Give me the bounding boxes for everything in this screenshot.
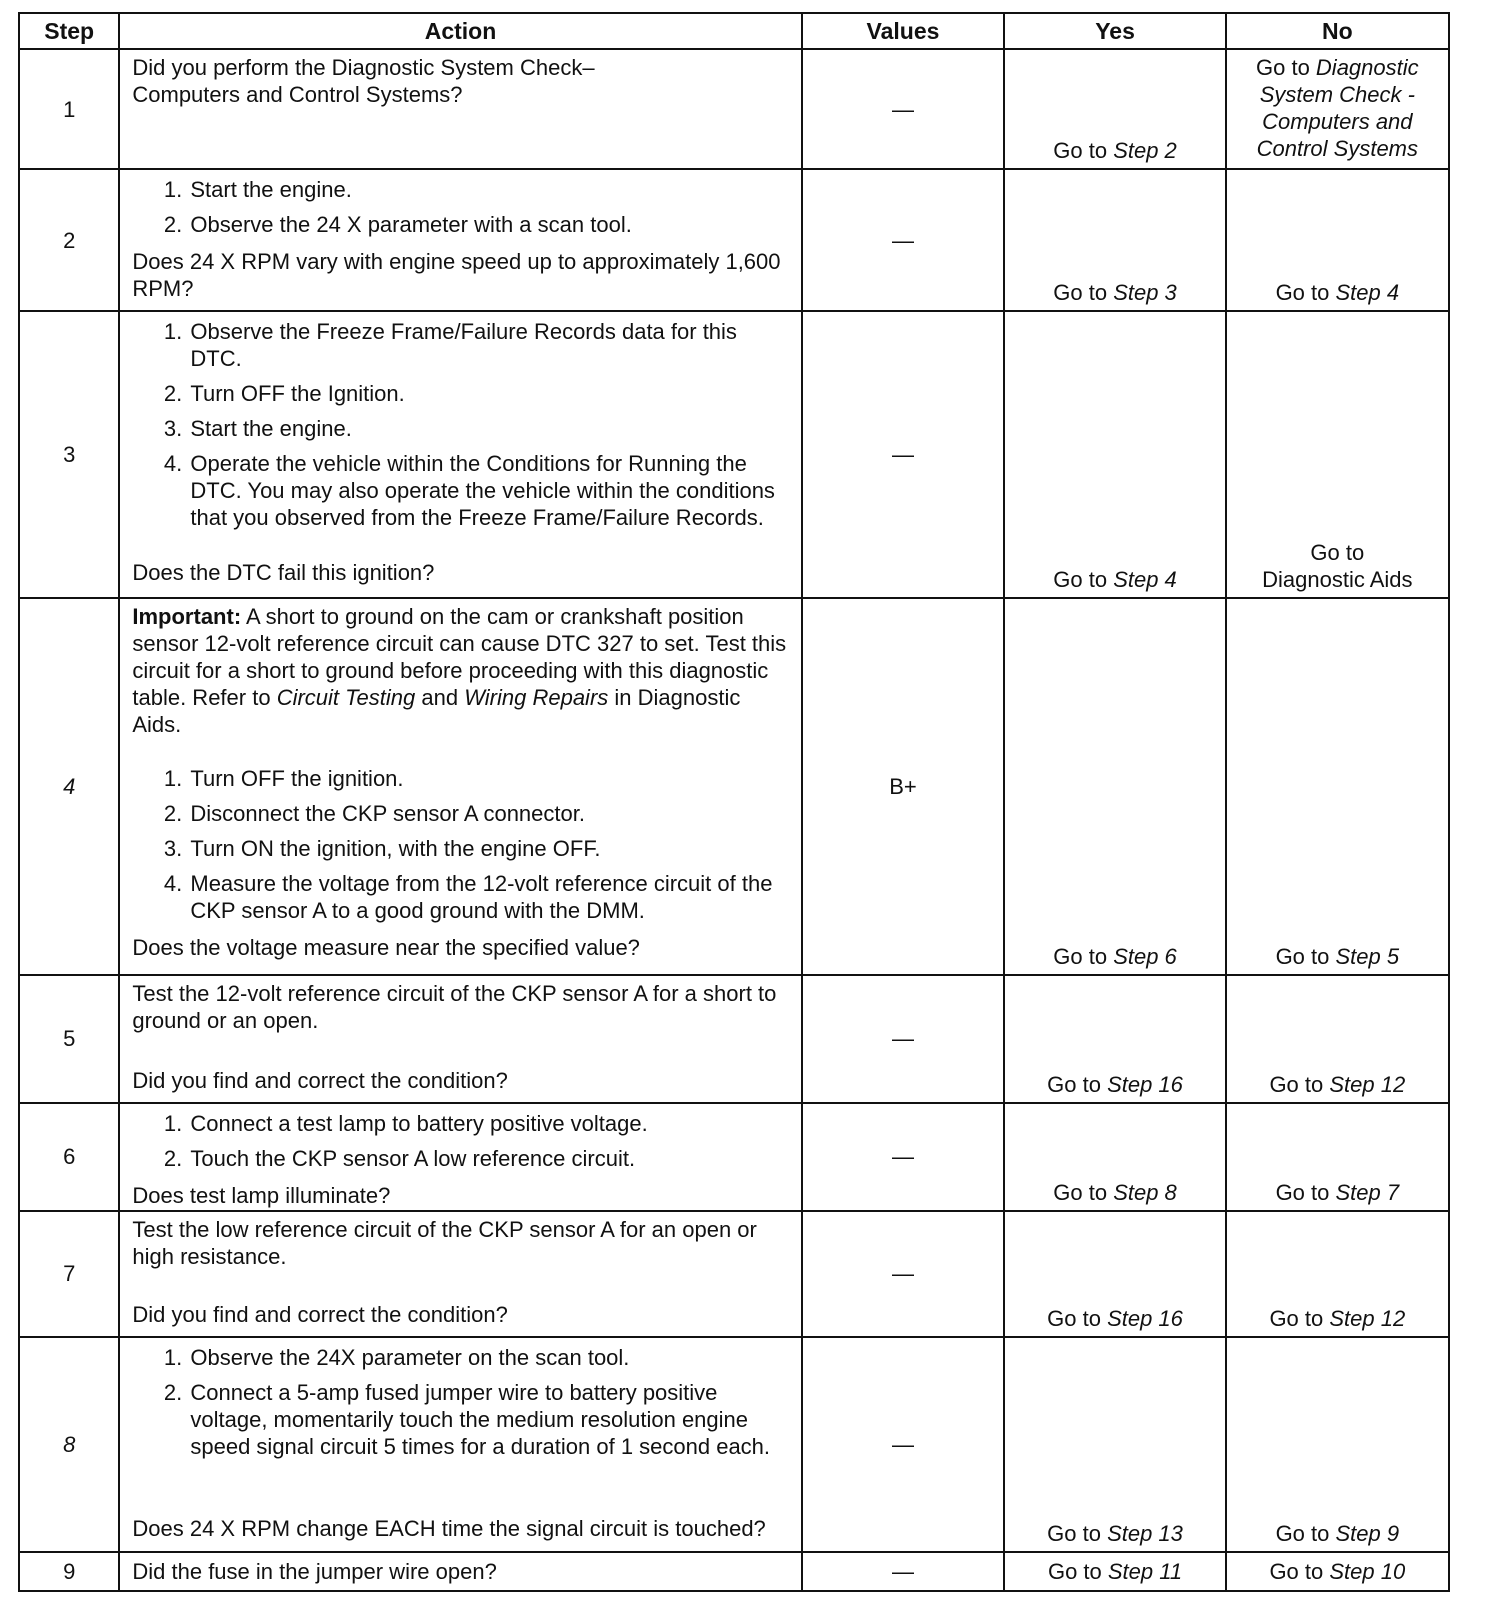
- goto-prefix: Go to: [1275, 943, 1336, 969]
- yes-cell: [1004, 311, 1225, 598]
- substep-item: 1. Start the engine.: [188, 176, 792, 203]
- action-cell: [119, 1103, 801, 1211]
- yes-goto[interactable]: [1005, 1520, 1224, 1551]
- goto-target: Step 2: [1113, 138, 1177, 164]
- no-cell: [1226, 49, 1449, 169]
- action-cell: [119, 598, 801, 974]
- yes-goto[interactable]: [1005, 137, 1224, 168]
- goto-prefix: Go to: [1053, 138, 1114, 164]
- goto-prefix: Go to: [1053, 567, 1114, 593]
- action-text: [132, 54, 792, 108]
- action-question: Did you find and correct the condition?: [132, 1067, 508, 1093]
- substep-item: 4. Operate the vehicle within the Conditions for Running the DTC. You may also operate the vehicle within the conditions that you observed from the Freeze Frame/Failure Records.: [188, 450, 792, 531]
- yes-cell: [1004, 1337, 1225, 1553]
- header-action: Action: [119, 13, 801, 49]
- substep-item: 2. Disconnect the CKP sensor A connector.: [188, 800, 792, 827]
- no-cell: [1226, 311, 1449, 598]
- substep-item: 2. Observe the 24 X parameter with a scan tool.: [188, 211, 792, 238]
- yes-cell: [1004, 1211, 1225, 1337]
- reference-link[interactable]: Circuit Testing: [276, 685, 416, 711]
- goto-target: Step 10: [1329, 1559, 1406, 1585]
- no-cell: [1226, 598, 1449, 974]
- substep-list: [132, 318, 792, 537]
- yes-cell: [1004, 975, 1225, 1103]
- substep-item: 1. Observe the 24X parameter on the scan tool.: [188, 1344, 792, 1371]
- substep-item: 1. Observe the Freeze Frame/Failure Records data for this DTC.: [188, 318, 792, 372]
- goto-target: Step 4: [1113, 567, 1177, 593]
- action-text: Test the low reference circuit of the CKP sensor A for an open or high resistance.: [132, 1216, 757, 1269]
- yes-goto[interactable]: [1005, 566, 1224, 597]
- substep-item: 2. Turn OFF the Ignition.: [188, 380, 792, 407]
- step-number: 2: [19, 169, 119, 311]
- important-text: A short to ground on the cam or crankshaft position sensor 12-volt reference circuit can cause DTC 327 to set. Test this circuit for a short to ground before proceeding with this diagnostic table. Refer to: [132, 604, 787, 711]
- table-row-step-1: [19, 49, 1449, 169]
- substep-item: 1. Turn OFF the ignition.: [188, 765, 792, 792]
- action-text: Test the 12-volt reference circuit of the CKP sensor A for a short to ground or an open.: [132, 980, 777, 1033]
- value-cell: —: [802, 311, 1005, 598]
- table-row-step-8: [19, 1337, 1449, 1553]
- goto-target: Step 12: [1329, 1305, 1406, 1331]
- goto-prefix: Go to: [1047, 1071, 1108, 1097]
- goto-target: Step 4: [1335, 280, 1400, 306]
- substep-item: 3. Turn ON the ignition, with the engine OFF.: [188, 835, 792, 862]
- header-row: [19, 13, 1449, 49]
- yes-cell: [1004, 1103, 1225, 1211]
- yes-goto[interactable]: [1005, 1305, 1224, 1336]
- header-yes: Yes: [1004, 13, 1225, 49]
- step-number: 7: [19, 1211, 119, 1337]
- action-cell: [119, 1211, 801, 1337]
- no-goto[interactable]: [1227, 1305, 1448, 1336]
- goto-prefix: Go to: [1053, 1179, 1114, 1205]
- goto-target: Diagnostic Aids: [1262, 567, 1413, 593]
- header-step: Step: [19, 13, 119, 49]
- value-cell: —: [802, 1337, 1005, 1553]
- goto-prefix: Go to: [1269, 1071, 1330, 1097]
- goto-target: Step 6: [1113, 943, 1177, 969]
- action-cell: [119, 169, 801, 311]
- no-cell: [1226, 169, 1449, 311]
- goto-target: Step 13: [1107, 1521, 1183, 1547]
- step-number: 6: [19, 1103, 119, 1211]
- step-number: 9: [19, 1552, 119, 1591]
- substep-item: 2. Touch the CKP sensor A low reference circuit.: [188, 1145, 792, 1172]
- no-goto[interactable]: [1227, 539, 1448, 597]
- substep-list: [132, 1344, 792, 1466]
- no-goto[interactable]: [1227, 1558, 1448, 1585]
- yes-cell: [1004, 598, 1225, 974]
- goto-prefix: Go to: [1047, 1521, 1108, 1547]
- table-row-step-7: [19, 1211, 1449, 1337]
- step-number: 4: [19, 598, 119, 974]
- value-cell: —: [802, 975, 1005, 1103]
- yes-goto[interactable]: [1005, 1179, 1224, 1210]
- action-question: Does 24 X RPM change EACH time the signal circuit is touched?: [132, 1515, 766, 1541]
- action-question: Did the fuse in the jumper wire open?: [132, 1559, 497, 1585]
- no-goto[interactable]: [1227, 1520, 1448, 1551]
- yes-cell: [1004, 1552, 1225, 1591]
- table-row-step-9: [19, 1552, 1449, 1591]
- goto-target: Step 7: [1335, 1179, 1400, 1205]
- header-values: Values: [802, 13, 1005, 49]
- action-question: Does 24 X RPM vary with engine speed up to approximately 1,600 RPM?: [132, 249, 781, 302]
- goto-prefix: Go to: [1275, 1521, 1336, 1547]
- important-label: Important:: [132, 604, 242, 630]
- goto-target: Step 3: [1113, 280, 1177, 306]
- action-cell: [119, 49, 801, 169]
- action-text-line: Computers and Control Systems?: [132, 82, 463, 107]
- no-goto[interactable]: [1227, 1071, 1448, 1102]
- yes-goto[interactable]: [1005, 1071, 1224, 1102]
- yes-goto[interactable]: [1005, 943, 1224, 974]
- action-cell: [119, 311, 801, 598]
- step-number: 8: [19, 1337, 119, 1553]
- no-cell: [1226, 975, 1449, 1103]
- substep-list: [132, 176, 792, 244]
- yes-goto[interactable]: [1005, 1558, 1224, 1585]
- no-cell: [1226, 1211, 1449, 1337]
- goto-prefix: Go to: [1256, 55, 1316, 80]
- action-cell: [119, 1337, 801, 1553]
- goto-prefix: Go to: [1269, 1305, 1330, 1331]
- value-cell: —: [802, 169, 1005, 311]
- action-cell: [119, 1552, 801, 1591]
- substep-list: [132, 765, 792, 930]
- no-cell: [1226, 1552, 1449, 1591]
- goto-prefix: Go to: [1275, 280, 1336, 306]
- table-row-step-3: [19, 311, 1449, 598]
- action-question: Did you find and correct the condition?: [132, 1301, 508, 1327]
- goto-target: Step 16: [1107, 1305, 1183, 1331]
- table-row-step-2: [19, 169, 1449, 311]
- diagnostic-table: [18, 12, 1450, 1592]
- goto-prefix: Go to: [1275, 1179, 1336, 1205]
- substep-item: 3. Start the engine.: [188, 415, 792, 442]
- step-number: 1: [19, 49, 119, 169]
- goto-prefix: Go to: [1310, 540, 1365, 566]
- substep-item: 1. Connect a test lamp to battery positive voltage.: [188, 1110, 792, 1137]
- goto-prefix: Go to: [1053, 280, 1114, 306]
- step-number: 5: [19, 975, 119, 1103]
- step-number: 3: [19, 311, 119, 598]
- goto-prefix: Go to: [1047, 1305, 1108, 1331]
- table-row-step-6: [19, 1103, 1449, 1211]
- goto-target: Diagnostic System Check - Computers and Control Systems: [1256, 55, 1419, 161]
- yes-cell: [1004, 169, 1225, 311]
- table-row-step-4: [19, 598, 1449, 974]
- goto-target: Step 11: [1107, 1559, 1183, 1585]
- substep-item: 4. Measure the voltage from the 12-volt reference circuit of the CKP sensor A to a good ground with the DMM.: [188, 870, 792, 924]
- value-cell: —: [802, 1211, 1005, 1337]
- reference-link[interactable]: Wiring Repairs: [464, 685, 609, 711]
- no-goto[interactable]: [1227, 50, 1448, 166]
- value-cell: —: [802, 1103, 1005, 1211]
- goto-prefix: Go to: [1047, 1559, 1108, 1585]
- substep-item: 2. Connect a 5-amp fused jumper wire to battery positive voltage, momentarily touch the medium resolution engine speed signal circuit 5 times for a duration of 1 second each.: [188, 1379, 792, 1460]
- value-cell: —: [802, 1552, 1005, 1591]
- no-cell: [1226, 1337, 1449, 1553]
- goto-prefix: Go to: [1269, 1559, 1330, 1585]
- action-question: Does the DTC fail this ignition?: [132, 560, 435, 586]
- no-goto[interactable]: [1227, 279, 1448, 310]
- yes-cell: [1004, 49, 1225, 169]
- table-row-step-5: [19, 975, 1449, 1103]
- action-question: Does test lamp illuminate?: [132, 1182, 391, 1208]
- header-no: No: [1226, 13, 1449, 49]
- important-text: in Diagnostic Aids.: [132, 685, 741, 738]
- no-goto[interactable]: [1227, 1179, 1448, 1210]
- value-cell: —: [802, 49, 1005, 169]
- goto-target: Step 16: [1107, 1071, 1183, 1097]
- substep-list: [132, 1110, 792, 1178]
- no-goto[interactable]: [1227, 943, 1448, 974]
- important-text: and: [415, 685, 465, 711]
- important-note: [132, 603, 792, 738]
- goto-target: Step 8: [1113, 1179, 1177, 1205]
- goto-target: Step 9: [1335, 1521, 1400, 1547]
- goto-target: Step 5: [1335, 943, 1400, 969]
- value-cell: B+: [802, 598, 1005, 974]
- action-cell: [119, 975, 801, 1103]
- goto-target: Step 12: [1329, 1071, 1406, 1097]
- yes-goto[interactable]: [1005, 279, 1224, 310]
- action-question: Does the voltage measure near the specified value?: [132, 935, 640, 961]
- no-cell: [1226, 1103, 1449, 1211]
- goto-prefix: Go to: [1053, 943, 1114, 969]
- action-text-line: Did you perform the Diagnostic System Check–: [132, 55, 595, 80]
